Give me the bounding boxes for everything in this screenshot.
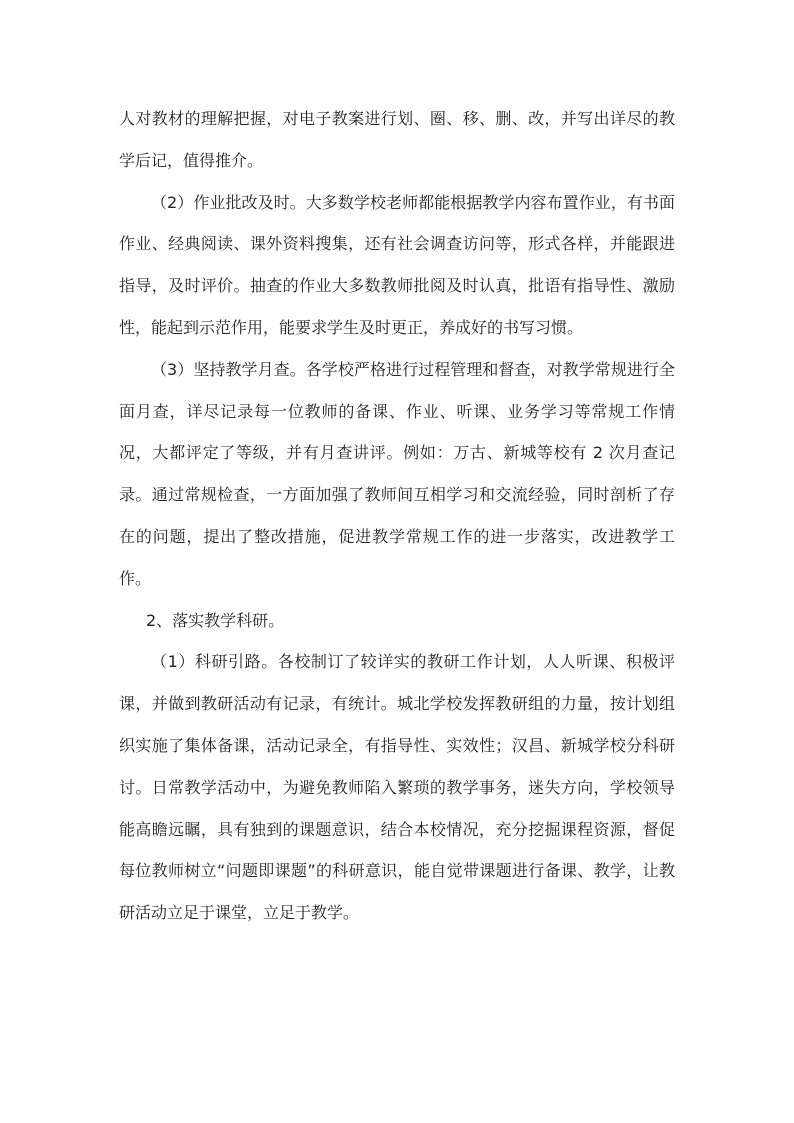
section-heading-teaching-research: 2、落实教学科研。 [146,610,285,630]
paragraph-teaching-plan-continuation: 人对教材的理解把握，对电子教案进行划、圈、移、删、改，并写出详尽的教学后记，值得推介。 [119,109,675,170]
paragraph-homework-grading: （2）作业批改及时。大多数学校老师都能根据教学内容布置作业，有书面作业、经典阅读、课外资料搜集，还有社会调查访问等，形式各样，并能跟进指导，及时评价。抽查的作业大多数教师批阅及时认真，批语有指导性、激励性，能起到示范作用，能要求学生及时更正，养成好的书写习惯。 [119,192,675,337]
paragraph-research-guidance: （1）科研引路。各校制订了较详实的教研工作计划，人人听课、积极评课，并做到教研活动有记录，有统计。城北学校发挥教研组的力量，按计划组织实施了集体备课，活动记录全，有指导性、实效性；汉昌、新城学校分科研讨。日常教学活动中，为避免教师陷入繁琐的教学事务，迷失方向，学校领导能高瞻远瞩，具有独到的课题意识，结合本校情况，充分挖掘课程资源，督促每位教师树立“问题即课题”的科研意识，能自觉带课题进行备课、教学，让教研活动立足于课堂，立足于教学。 [119,652,675,923]
paragraph-monthly-inspection: （3）坚持教学月查。各学校严格进行过程管理和督查，对教学常规进行全面月查，详尽记录每一位教师的备课、作业、听课、业务学习等常规工作情况，大都评定了等级，并有月查讲评。例如：万古、新城等校有 2 次月查记录。通过常规检查，一方面加强了教师间互相学习和交流经验，同时剖析了存在的问题，提出了整改措施，促进教学常规工作的进一步落实，改进教学工作。 [119,359,675,588]
document-body [119,98,675,934]
